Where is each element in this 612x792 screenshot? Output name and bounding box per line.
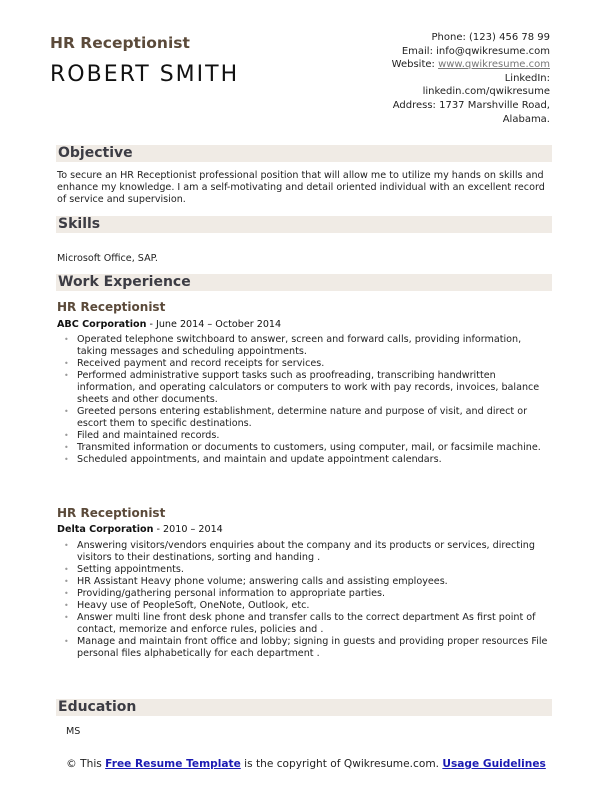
list-item: • Operated telephone switchboard to answer, screen and forward calls, providing information, taking messages and scheduling appointments. (57, 334, 553, 358)
footer-prefix: © This (66, 758, 106, 770)
candidate-name: ROBERT SMITH (50, 62, 240, 87)
list-item: • Setting appointments. (57, 564, 553, 576)
list-item: • Answering visitors/vendors enquiries about the company and its products or services, directing visitors to their destinations, sorting and handing . (57, 540, 553, 564)
job1-title: HR Receptionist (57, 300, 166, 314)
usage-guidelines-link[interactable]: Usage Guidelines (442, 758, 546, 770)
list-item: • Transmited information or documents to customers, using computer, mail, or facsimile machine. (57, 442, 553, 454)
website-label: Website: (391, 59, 439, 71)
education-text: MS (66, 726, 81, 737)
job2-title: HR Receptionist (57, 506, 166, 520)
job1-meta (57, 319, 281, 330)
list-item: • Greeted persons entering establishment, determine nature and purpose of visit, and direct or escort them to specific destinations. (57, 406, 553, 430)
address-line2: Alabama. (502, 113, 550, 125)
list-item: • Heavy use of PeopleSoft, OneNote, Outlook, etc. (57, 600, 553, 612)
copyright-footer (56, 758, 556, 771)
website-link[interactable]: www.qwikresume.com (438, 59, 550, 71)
job2-company: Delta Corporation (57, 524, 154, 535)
work-experience-heading: Work Experience (56, 274, 552, 291)
list-item: • Received payment and record receipts for services. (57, 358, 553, 370)
job1-bullets (57, 334, 553, 466)
footer-middle: is the copyright of Qwikresume.com. (240, 758, 443, 770)
list-item: • Manage and maintain front office and lobby; signing in guests and providing proper resources File personal files alphabetically for each department . (57, 636, 553, 660)
linkedin-value: linkedin.com/qwikresume (422, 86, 550, 98)
skills-heading: Skills (56, 216, 552, 233)
job2-dates: - 2010 – 2014 (153, 524, 223, 535)
email: Email: info@qwikresume.com (401, 45, 550, 57)
job-title: HR Receptionist (50, 34, 190, 52)
list-item: • HR Assistant Heavy phone volume; answering calls and assisting employees. (57, 576, 553, 588)
job2-bullets (57, 540, 553, 660)
education-heading: Education (56, 699, 552, 716)
job1-company: ABC Corporation (57, 319, 147, 330)
list-item: • Scheduled appointments, and maintain and update appointment calendars. (57, 454, 553, 466)
job1-dates: - June 2014 – October 2014 (146, 319, 282, 330)
list-item: • Providing/gathering personal information to appropriate parties. (57, 588, 553, 600)
phone: Phone: (123) 456 78 99 (431, 32, 550, 43)
contact-block (310, 31, 550, 126)
list-item: • Filed and maintained records. (57, 430, 553, 442)
list-item: • Performed administrative support tasks such as proofreading, transcribing handwritten information, and operating calculators or computers to work with pay records, invoices, balance sheets and other documents. (57, 370, 553, 406)
address-line1: Address: 1737 Marshville Road, (392, 99, 550, 111)
website (310, 58, 550, 72)
job2-meta (57, 524, 223, 535)
list-item: • Answer multi line front desk phone and transfer calls to the correct department As first point of contact, memorize and enforce rules, policies and . (57, 612, 553, 636)
objective-heading: Objective (56, 145, 552, 162)
objective-text: To secure an HR Receptionist professional position that will allow me to utilize my hands on skills and enhance my knowledge. I am a self-motivating and detail oriented individual with an excellent record of service and supervision. (57, 170, 545, 205)
linkedin-label: LinkedIn: (504, 72, 550, 84)
free-resume-template-link[interactable]: Free Resume Template (105, 758, 241, 770)
skills-text: Microsoft Office, SAP. (57, 253, 158, 264)
